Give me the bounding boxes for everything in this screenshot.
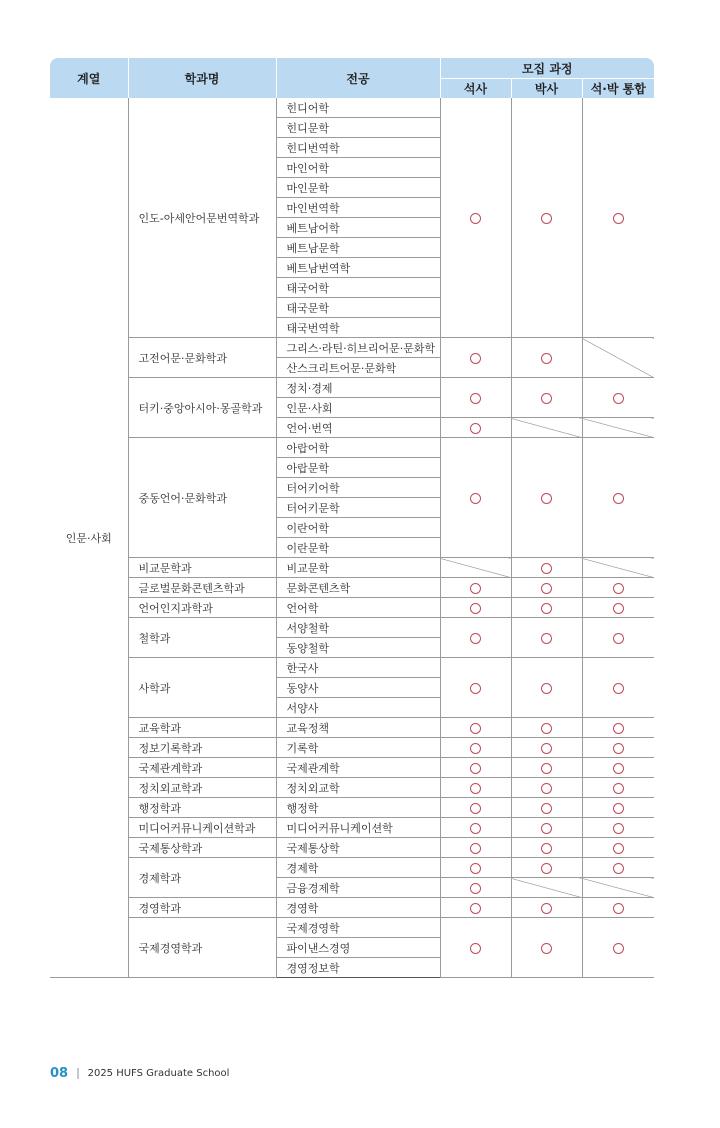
- integrated-available-cell: [582, 898, 654, 918]
- major-cell: 경영학: [276, 898, 440, 918]
- table-row: [50, 918, 654, 938]
- circle-mark-icon: [541, 213, 552, 224]
- master-available-cell: [440, 738, 511, 758]
- integrated-available-cell: [582, 918, 654, 978]
- circle-mark-icon: [613, 583, 624, 594]
- doctor-available-cell: [511, 858, 582, 878]
- department-cell: 국제관계학과: [128, 758, 276, 778]
- master-available-cell: [440, 338, 511, 378]
- master-available-cell: [440, 598, 511, 618]
- circle-mark-icon: [613, 763, 624, 774]
- doctor-available-cell: [511, 898, 582, 918]
- header-department: 학과명: [128, 58, 276, 98]
- circle-mark-icon: [470, 633, 481, 644]
- circle-mark-icon: [541, 943, 552, 954]
- major-cell: 힌디번역학: [276, 138, 440, 158]
- major-cell: 기록학: [276, 738, 440, 758]
- integrated-available-cell: [582, 858, 654, 878]
- circle-mark-icon: [613, 633, 624, 644]
- major-cell: 산스크리트어문·문화학: [276, 358, 440, 378]
- major-cell: 태국번역학: [276, 318, 440, 338]
- doctor-available-cell: [511, 758, 582, 778]
- major-cell: 마인어학: [276, 158, 440, 178]
- integrated-available-cell: [582, 658, 654, 718]
- circle-mark-icon: [613, 943, 624, 954]
- department-cell: 정보기록학과: [128, 738, 276, 758]
- major-cell: 아랍어학: [276, 438, 440, 458]
- table-row: [50, 758, 654, 778]
- doctor-available-cell: [511, 598, 582, 618]
- circle-mark-icon: [470, 943, 481, 954]
- circle-mark-icon: [470, 683, 481, 694]
- major-cell: 파이낸스경영: [276, 938, 440, 958]
- major-cell: 터어키어학: [276, 478, 440, 498]
- integrated-available-cell: [582, 838, 654, 858]
- circle-mark-icon: [470, 803, 481, 814]
- major-cell: 마인번역학: [276, 198, 440, 218]
- major-cell: 이란문학: [276, 538, 440, 558]
- circle-mark-icon: [470, 493, 481, 504]
- table-row: [50, 898, 654, 918]
- major-cell: 문화콘텐츠학: [276, 578, 440, 598]
- master-available-cell: [440, 838, 511, 858]
- circle-mark-icon: [613, 603, 624, 614]
- circle-mark-icon: [541, 583, 552, 594]
- circle-mark-icon: [613, 743, 624, 754]
- major-cell: 베트남어학: [276, 218, 440, 238]
- integrated-available-cell: [582, 438, 654, 558]
- table-row: [50, 738, 654, 758]
- integrated-available-cell: [582, 618, 654, 658]
- header-category: 계열: [50, 58, 128, 98]
- master-available-cell: [440, 758, 511, 778]
- circle-mark-icon: [541, 763, 552, 774]
- circle-mark-icon: [470, 423, 481, 434]
- department-cell: 경제학과: [128, 858, 276, 898]
- circle-mark-icon: [541, 393, 552, 404]
- integrated-available-cell: [582, 718, 654, 738]
- major-cell: 서양사: [276, 698, 440, 718]
- major-cell: 경제학: [276, 858, 440, 878]
- department-cell: 고전어문·문화학과: [128, 338, 276, 378]
- integrated-available-cell: [582, 758, 654, 778]
- master-available-cell: [440, 438, 511, 558]
- category-cell: 인문·사회: [50, 98, 128, 978]
- doctor-available-cell: [511, 558, 582, 578]
- circle-mark-icon: [470, 903, 481, 914]
- major-cell: 그리스·라틴·히브리어문·문화학: [276, 338, 440, 358]
- circle-mark-icon: [470, 583, 481, 594]
- doctor-available-cell: [511, 918, 582, 978]
- major-cell: 태국어학: [276, 278, 440, 298]
- doctor-not-offered-cell: [511, 878, 582, 898]
- master-available-cell: [440, 378, 511, 418]
- circle-mark-icon: [470, 213, 481, 224]
- doctor-available-cell: [511, 738, 582, 758]
- table-row: [50, 598, 654, 618]
- doctor-available-cell: [511, 378, 582, 418]
- integrated-not-offered-cell: [582, 878, 654, 898]
- master-available-cell: [440, 778, 511, 798]
- table-row: [50, 858, 654, 878]
- circle-mark-icon: [613, 903, 624, 914]
- footer-divider: [77, 1068, 79, 1079]
- major-cell: 한국사: [276, 658, 440, 678]
- major-cell: 베트남번역학: [276, 258, 440, 278]
- master-available-cell: [440, 858, 511, 878]
- doctor-available-cell: [511, 438, 582, 558]
- header-integrated: 석·박 통합: [582, 79, 654, 99]
- table-row: [50, 718, 654, 738]
- circle-mark-icon: [470, 883, 481, 894]
- integrated-not-offered-cell: [582, 418, 654, 438]
- header-doctor: 박사: [511, 79, 582, 99]
- doctor-available-cell: [511, 838, 582, 858]
- major-cell: 비교문학: [276, 558, 440, 578]
- program-table-container: [50, 58, 654, 978]
- integrated-available-cell: [582, 778, 654, 798]
- circle-mark-icon: [541, 603, 552, 614]
- master-available-cell: [440, 418, 511, 438]
- major-cell: 동양철학: [276, 638, 440, 658]
- major-cell: 언어·번역: [276, 418, 440, 438]
- integrated-available-cell: [582, 598, 654, 618]
- table-row: [50, 778, 654, 798]
- circle-mark-icon: [470, 353, 481, 364]
- page-footer: [50, 1066, 229, 1081]
- doctor-not-offered-cell: [511, 418, 582, 438]
- circle-mark-icon: [470, 393, 481, 404]
- circle-mark-icon: [541, 723, 552, 734]
- table-row: [50, 338, 654, 358]
- master-available-cell: [440, 578, 511, 598]
- doctor-available-cell: [511, 618, 582, 658]
- master-available-cell: [440, 658, 511, 718]
- major-cell: 이란어학: [276, 518, 440, 538]
- integrated-available-cell: [582, 798, 654, 818]
- major-cell: 아랍문학: [276, 458, 440, 478]
- circle-mark-icon: [613, 213, 624, 224]
- circle-mark-icon: [541, 563, 552, 574]
- doctor-available-cell: [511, 798, 582, 818]
- circle-mark-icon: [470, 763, 481, 774]
- department-cell: 미디어커뮤니케이션학과: [128, 818, 276, 838]
- major-cell: 서양철학: [276, 618, 440, 638]
- department-cell: 행정학과: [128, 798, 276, 818]
- master-available-cell: [440, 798, 511, 818]
- circle-mark-icon: [613, 393, 624, 404]
- circle-mark-icon: [541, 743, 552, 754]
- major-cell: 힌디어학: [276, 98, 440, 118]
- major-cell: 동양사: [276, 678, 440, 698]
- circle-mark-icon: [541, 783, 552, 794]
- table-row: [50, 618, 654, 638]
- integrated-available-cell: [582, 378, 654, 418]
- doctor-available-cell: [511, 338, 582, 378]
- program-table: [50, 58, 654, 978]
- department-cell: 사학과: [128, 658, 276, 718]
- department-cell: 비교문학과: [128, 558, 276, 578]
- doctor-available-cell: [511, 98, 582, 338]
- table-row: [50, 578, 654, 598]
- master-available-cell: [440, 918, 511, 978]
- circle-mark-icon: [470, 743, 481, 754]
- doctor-available-cell: [511, 818, 582, 838]
- circle-mark-icon: [541, 683, 552, 694]
- major-cell: 국제경영학: [276, 918, 440, 938]
- master-available-cell: [440, 878, 511, 898]
- department-cell: 철학과: [128, 618, 276, 658]
- department-cell: 인도-아세안어문번역학과: [128, 98, 276, 338]
- circle-mark-icon: [613, 683, 624, 694]
- circle-mark-icon: [541, 843, 552, 854]
- master-available-cell: [440, 718, 511, 738]
- table-row: [50, 98, 654, 118]
- circle-mark-icon: [613, 493, 624, 504]
- integrated-available-cell: [582, 98, 654, 338]
- circle-mark-icon: [470, 823, 481, 834]
- department-cell: 중동언어·문화학과: [128, 438, 276, 558]
- integrated-not-offered-cell: [582, 558, 654, 578]
- major-cell: 언어학: [276, 598, 440, 618]
- circle-mark-icon: [613, 843, 624, 854]
- major-cell: 터어키문학: [276, 498, 440, 518]
- table-row: [50, 658, 654, 678]
- department-cell: 국제경영학과: [128, 918, 276, 978]
- major-cell: 행정학: [276, 798, 440, 818]
- circle-mark-icon: [541, 493, 552, 504]
- major-cell: 정치·경제: [276, 378, 440, 398]
- major-cell: 힌디문학: [276, 118, 440, 138]
- major-cell: 정치외교학: [276, 778, 440, 798]
- circle-mark-icon: [541, 903, 552, 914]
- department-cell: 터키·중앙아시아·몽골학과: [128, 378, 276, 438]
- circle-mark-icon: [470, 723, 481, 734]
- major-cell: 국제관계학: [276, 758, 440, 778]
- master-not-offered-cell: [440, 558, 511, 578]
- table-body: [50, 98, 654, 978]
- circle-mark-icon: [613, 783, 624, 794]
- integrated-available-cell: [582, 578, 654, 598]
- integrated-not-offered-cell: [582, 338, 654, 378]
- circle-mark-icon: [470, 603, 481, 614]
- circle-mark-icon: [470, 863, 481, 874]
- table-row: [50, 798, 654, 818]
- major-cell: 미디어커뮤니케이션학: [276, 818, 440, 838]
- major-cell: 경영정보학: [276, 958, 440, 978]
- table-row: [50, 438, 654, 458]
- integrated-available-cell: [582, 818, 654, 838]
- major-cell: 태국문학: [276, 298, 440, 318]
- table-row: [50, 818, 654, 838]
- circle-mark-icon: [613, 863, 624, 874]
- major-cell: 금융경제학: [276, 878, 440, 898]
- circle-mark-icon: [541, 633, 552, 644]
- master-available-cell: [440, 618, 511, 658]
- major-cell: 국제통상학: [276, 838, 440, 858]
- master-available-cell: [440, 98, 511, 338]
- circle-mark-icon: [541, 823, 552, 834]
- circle-mark-icon: [613, 823, 624, 834]
- header-recruit: 모집 과정: [440, 58, 654, 79]
- doctor-available-cell: [511, 658, 582, 718]
- doctor-available-cell: [511, 718, 582, 738]
- circle-mark-icon: [613, 803, 624, 814]
- circle-mark-icon: [613, 723, 624, 734]
- table-row: [50, 838, 654, 858]
- major-cell: 인문·사회: [276, 398, 440, 418]
- table-row: [50, 378, 654, 398]
- major-cell: 마인문학: [276, 178, 440, 198]
- department-cell: 정치외교학과: [128, 778, 276, 798]
- table-row: [50, 558, 654, 578]
- footer-text: 2025 HUFS Graduate School: [87, 1068, 230, 1079]
- circle-mark-icon: [470, 843, 481, 854]
- master-available-cell: [440, 898, 511, 918]
- circle-mark-icon: [541, 863, 552, 874]
- department-cell: 경영학과: [128, 898, 276, 918]
- master-available-cell: [440, 818, 511, 838]
- department-cell: 국제통상학과: [128, 838, 276, 858]
- department-cell: 교육학과: [128, 718, 276, 738]
- header-master: 석사: [440, 79, 511, 99]
- circle-mark-icon: [541, 803, 552, 814]
- circle-mark-icon: [541, 353, 552, 364]
- major-cell: 베트남문학: [276, 238, 440, 258]
- department-cell: 글로벌문화콘텐츠학과: [128, 578, 276, 598]
- major-cell: 교육정책: [276, 718, 440, 738]
- header-major: 전공: [276, 58, 440, 98]
- circle-mark-icon: [470, 783, 481, 794]
- doctor-available-cell: [511, 778, 582, 798]
- integrated-available-cell: [582, 738, 654, 758]
- page-number: 08: [50, 1066, 69, 1081]
- department-cell: 언어인지과학과: [128, 598, 276, 618]
- doctor-available-cell: [511, 578, 582, 598]
